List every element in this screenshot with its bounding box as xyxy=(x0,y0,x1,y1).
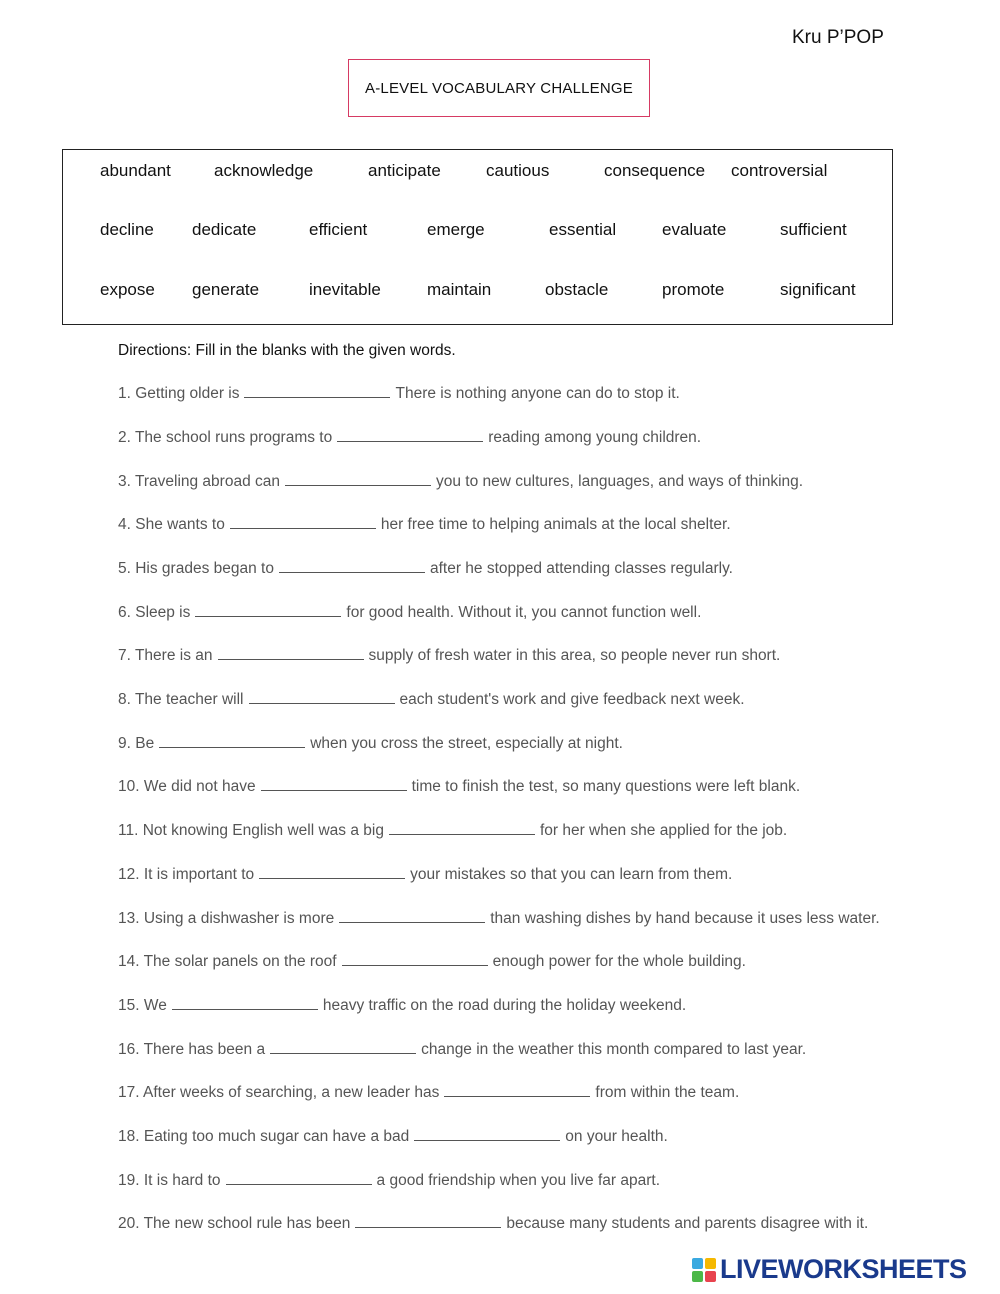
word-bank-item: promote xyxy=(662,280,725,299)
word-bank-item: maintain xyxy=(427,280,492,299)
word-bank-item: anticipate xyxy=(368,161,441,180)
question-text: 20. The new school rule has been xyxy=(118,1215,351,1232)
logo-square xyxy=(692,1271,703,1282)
question-19 xyxy=(118,1172,660,1190)
word-bank-item: consequence xyxy=(604,161,706,180)
question-2 xyxy=(118,429,701,447)
question-text: 5. His grades began to xyxy=(118,560,274,577)
question-text: 7. There is an xyxy=(118,647,213,664)
question-text: 17. After weeks of searching, a new leader has xyxy=(118,1084,440,1101)
word-bank-item: emerge xyxy=(427,220,485,239)
question-text: when you cross the street, especially at night. xyxy=(310,735,623,752)
question-text: 6. Sleep is xyxy=(118,604,191,621)
question-text: 11. Not knowing English well was a big xyxy=(118,822,384,839)
word-bank-item: dedicate xyxy=(192,220,257,239)
logo-square xyxy=(705,1271,716,1282)
question-7 xyxy=(118,647,780,665)
answer-blank[interactable] xyxy=(244,385,390,398)
question-text: 1. Getting older is xyxy=(118,385,240,402)
author-name: Kru P’POP xyxy=(792,27,884,48)
question-text: change in the weather this month compared to last year. xyxy=(421,1041,807,1058)
question-text: on your health. xyxy=(565,1128,668,1145)
answer-blank[interactable] xyxy=(414,1128,560,1141)
word-bank-item: decline xyxy=(100,220,154,239)
word-bank-item: generate xyxy=(192,280,260,299)
question-14 xyxy=(118,953,746,971)
word-bank xyxy=(62,149,893,325)
question-text: enough power for the whole building. xyxy=(492,953,746,970)
question-10 xyxy=(118,778,800,796)
question-text: a good friendship when you live far apart. xyxy=(376,1172,661,1189)
answer-blank[interactable] xyxy=(172,997,318,1010)
question-text: you to new cultures, languages, and ways of thinking. xyxy=(436,473,804,490)
liveworksheets-brand xyxy=(692,1254,967,1285)
question-5 xyxy=(118,560,733,578)
answer-blank[interactable] xyxy=(218,647,364,660)
answer-blank[interactable] xyxy=(342,953,488,966)
word-bank-item: significant xyxy=(780,280,856,299)
question-text: 15. We xyxy=(118,997,167,1014)
question-6 xyxy=(118,604,701,622)
question-16 xyxy=(118,1041,806,1059)
question-text: 19. It is hard to xyxy=(118,1172,221,1189)
question-text: There is nothing anyone can do to stop it. xyxy=(395,385,680,402)
answer-blank[interactable] xyxy=(259,866,405,879)
answer-blank[interactable] xyxy=(159,735,305,748)
question-text: heavy traffic on the road during the holiday weekend. xyxy=(322,997,687,1014)
brand-name: LIVEWORKSHEETS xyxy=(720,1254,967,1284)
answer-blank[interactable] xyxy=(249,691,395,704)
question-9 xyxy=(118,735,623,753)
question-text: time to finish the test, so many questions were left blank. xyxy=(411,778,801,795)
question-text: 2. The school runs programs to xyxy=(118,429,333,446)
question-1 xyxy=(118,385,680,403)
answer-blank[interactable] xyxy=(355,1215,501,1228)
word-bank-item: essential xyxy=(549,220,617,239)
question-text: 3. Traveling abroad can xyxy=(118,473,280,490)
question-text: 12. It is important to xyxy=(118,866,255,883)
word-bank-item: sufficient xyxy=(780,220,847,239)
word-bank-item: obstacle xyxy=(545,280,609,299)
question-11 xyxy=(118,822,787,840)
question-3 xyxy=(118,473,803,491)
logo-square xyxy=(692,1258,703,1269)
word-bank-item: acknowledge xyxy=(214,161,314,180)
answer-blank[interactable] xyxy=(285,473,431,486)
question-18 xyxy=(118,1128,668,1146)
question-20 xyxy=(118,1215,868,1233)
answer-blank[interactable] xyxy=(261,778,407,791)
word-bank-item: evaluate xyxy=(662,220,727,239)
word-bank-item: expose xyxy=(100,280,155,299)
word-bank-item: efficient xyxy=(309,220,368,239)
answer-blank[interactable] xyxy=(230,516,376,529)
word-bank-item: cautious xyxy=(486,161,550,180)
word-bank-item: inevitable xyxy=(309,280,381,299)
word-bank-item: controversial xyxy=(731,161,828,180)
question-text: because many students and parents disagree with it. xyxy=(506,1215,869,1232)
question-text: reading among young children. xyxy=(488,429,702,446)
question-text: her free time to helping animals at the local shelter. xyxy=(380,516,731,533)
question-text: than washing dishes by hand because it uses less water. xyxy=(490,910,880,927)
question-8 xyxy=(118,691,745,709)
directions-text: Directions: Fill in the blanks with the given words. xyxy=(118,342,456,359)
question-text: 14. The solar panels on the roof xyxy=(118,953,337,970)
question-text: your mistakes so that you can learn from them. xyxy=(410,866,733,883)
answer-blank[interactable] xyxy=(389,822,535,835)
question-text: supply of fresh water in this area, so people never run short. xyxy=(368,647,781,664)
answer-blank[interactable] xyxy=(226,1172,372,1185)
answer-blank[interactable] xyxy=(444,1084,590,1097)
question-13 xyxy=(118,910,880,928)
question-text: each student's work and give feedback next week. xyxy=(399,691,745,708)
question-text: 16. There has been a xyxy=(118,1041,266,1058)
question-text: 10. We did not have xyxy=(118,778,256,795)
question-text: 18. Eating too much sugar can have a bad xyxy=(118,1128,410,1145)
question-15 xyxy=(118,997,686,1015)
question-text: from within the team. xyxy=(595,1084,740,1101)
logo-square xyxy=(705,1258,716,1269)
answer-blank[interactable] xyxy=(339,910,485,923)
question-text: after he stopped attending classes regularly. xyxy=(429,560,733,577)
question-text: for her when she applied for the job. xyxy=(539,822,788,839)
question-text: 8. The teacher will xyxy=(118,691,244,708)
question-text: 13. Using a dishwasher is more xyxy=(118,910,335,927)
question-text: 9. Be xyxy=(118,735,155,752)
question-17 xyxy=(118,1084,739,1102)
answer-blank[interactable] xyxy=(195,604,341,617)
answer-blank[interactable] xyxy=(337,429,483,442)
answer-blank[interactable] xyxy=(270,1041,416,1054)
liveworksheets-logo-icon xyxy=(692,1258,716,1282)
answer-blank[interactable] xyxy=(279,560,425,573)
question-text: for good health. Without it, you cannot function well. xyxy=(346,604,702,621)
question-text: 4. She wants to xyxy=(118,516,225,533)
question-12 xyxy=(118,866,732,884)
word-bank-item: abundant xyxy=(100,161,171,180)
worksheet-title: A-LEVEL VOCABULARY CHALLENGE xyxy=(348,59,650,117)
question-4 xyxy=(118,516,731,534)
